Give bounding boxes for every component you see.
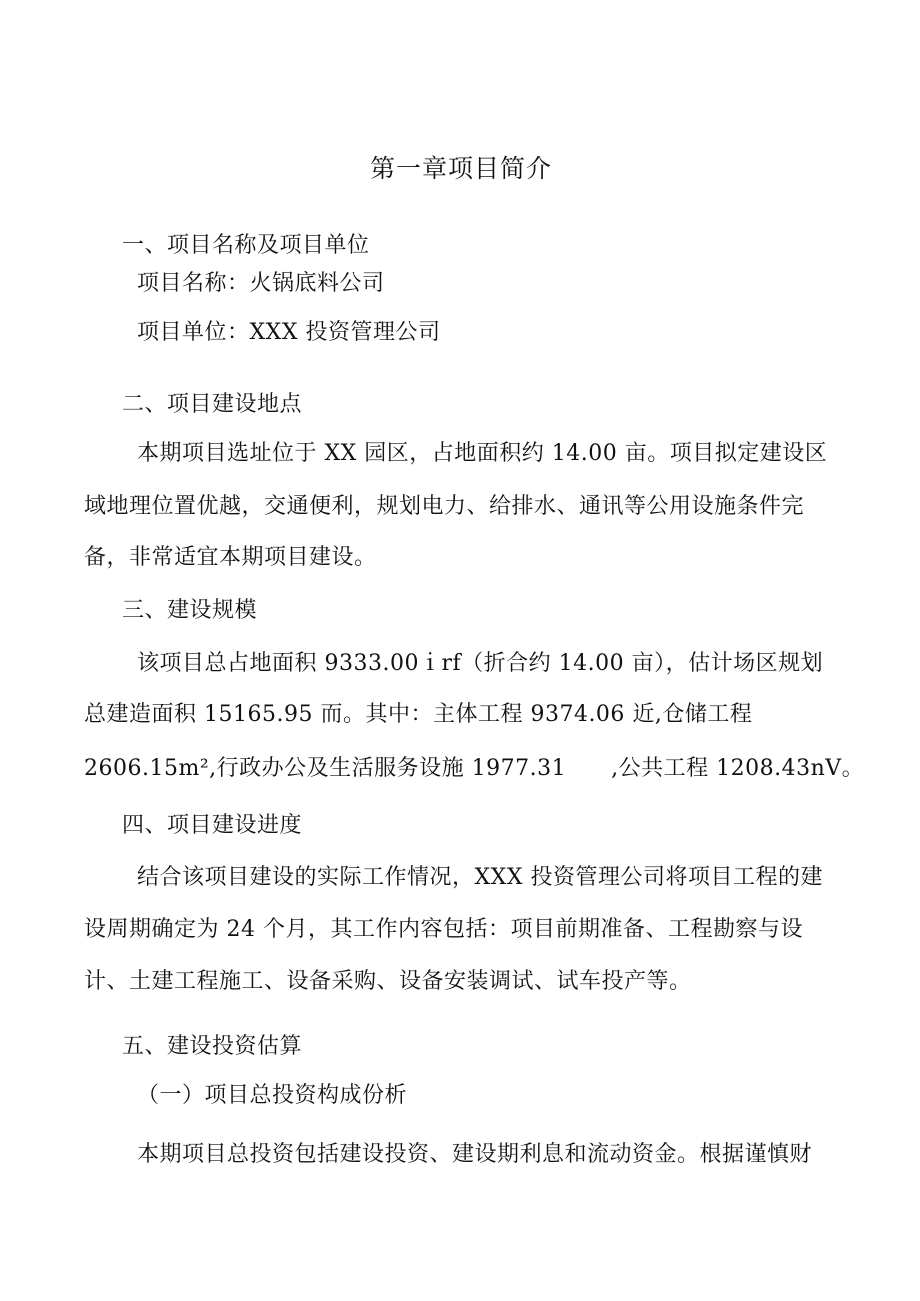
section2-heading: 二、项目建设地点 <box>122 392 303 417</box>
project-unit-line: 项目单位：XXX 投资管理公司 <box>137 320 441 345</box>
section5-paragraph-line: 本期项目总投资包括建设投资、建设期利息和流动资金。根据谨慎财 <box>137 1142 813 1167</box>
section3-heading: 三、建设规模 <box>122 598 258 623</box>
section2-paragraph-line: 本期项目选址位于 XX 园区，占地面积约 14.00 亩。项目拟定建设区 <box>137 441 828 466</box>
section2-paragraph-line: 域地理位置优越，交通便利，规划电力、给排水、通讯等公用设施条件完 <box>84 494 805 519</box>
section3-paragraph-line: 该项目总占地面积 9333.00ｉrf（折合约 14.00 亩），估计场区规划 <box>137 651 824 676</box>
section1-heading: 一、项目名称及项目单位 <box>122 233 370 258</box>
section4-paragraph-line: 计、土建工程施工、设备采购、设备安装调试、试车投产等。 <box>84 969 692 994</box>
section5-subheading: （一）项目总投资构成份析 <box>137 1083 408 1108</box>
section5-heading: 五、建设投资估算 <box>122 1034 303 1059</box>
section2-paragraph-line: 备，非常适宜本期项目建设。 <box>84 545 377 570</box>
project-name-line: 项目名称：火锅底料公司 <box>137 271 385 296</box>
section4-paragraph-line: 结合该项目建设的实际工作情况，XXX 投资管理公司将项目工程的建 <box>137 865 823 890</box>
section3-paragraph-line: 2606.15m²,行政办公及生活服务设施 1977.31 ,公共工程 1208.43nV。 <box>84 756 865 781</box>
chapter-title: 第一章项目简介 <box>370 154 553 183</box>
section3-paragraph-line: 总建造面积 15165.95 而。其中：主体工程 9374.06 近,仓储工程 <box>84 702 753 727</box>
section4-paragraph-line: 设周期确定为 24 个月，其工作内容包括：项目前期准备、工程勘察与设 <box>84 917 803 942</box>
section4-heading: 四、项目建设进度 <box>122 813 303 838</box>
